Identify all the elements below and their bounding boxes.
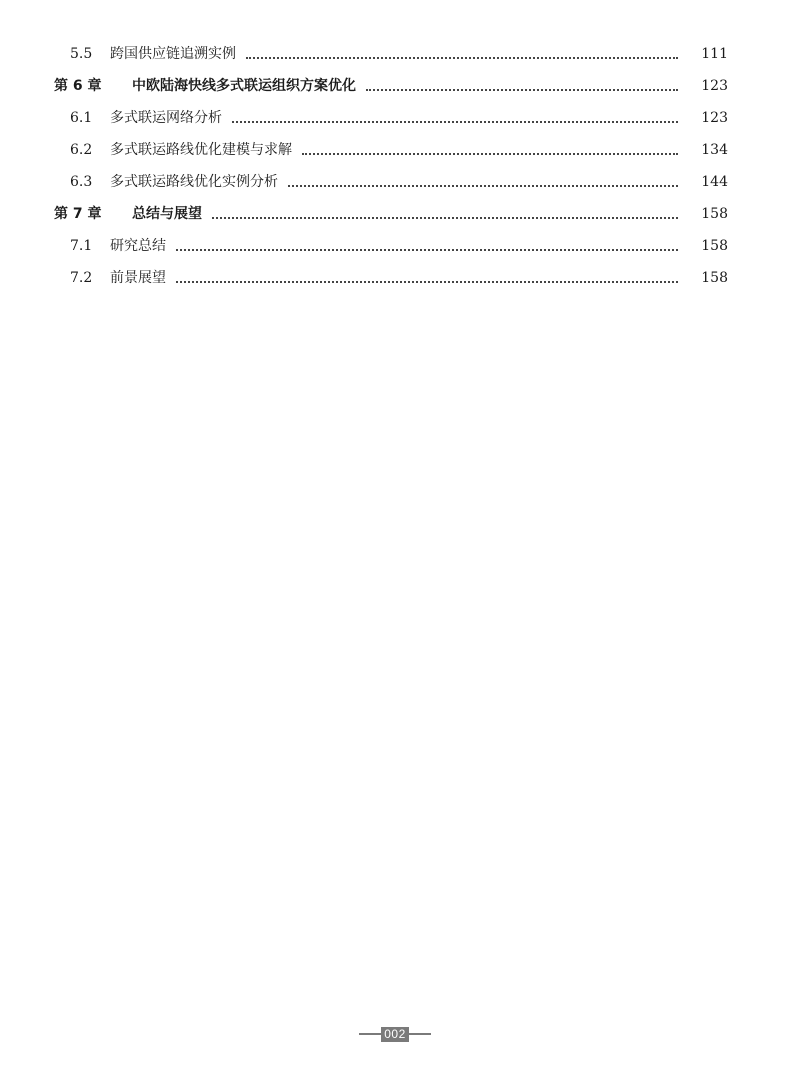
toc-entry-page: 144 <box>701 174 728 190</box>
toc-entry-number: 7.2 <box>70 270 93 286</box>
toc-entry-number: 6.2 <box>70 142 93 158</box>
table-of-contents <box>0 38 790 294</box>
toc-entry-7-2[interactable] <box>0 262 790 294</box>
toc-entry-page: 158 <box>701 238 728 254</box>
toc-entry-page: 111 <box>701 46 728 62</box>
toc-entry-number: 6.1 <box>70 110 93 126</box>
dot-leader <box>302 152 678 155</box>
toc-entry-title: 多式联运网络分析 <box>110 110 222 126</box>
footer-rule-right <box>409 1033 431 1035</box>
dot-leader <box>232 120 678 123</box>
toc-entry-title: 研究总结 <box>110 238 166 254</box>
toc-entry-number: 7.1 <box>70 238 93 254</box>
dot-leader <box>246 56 678 59</box>
toc-entry-5-5[interactable] <box>0 38 790 70</box>
toc-entry-page: 158 <box>701 270 728 286</box>
page-number: 002 <box>381 1027 409 1042</box>
toc-entry-chapter-6[interactable] <box>0 70 790 102</box>
dot-leader <box>288 184 678 187</box>
toc-entry-page: 134 <box>701 142 728 158</box>
toc-chapter-number: 第 6 章 <box>54 78 102 94</box>
dot-leader <box>212 216 678 219</box>
toc-entry-6-2[interactable] <box>0 134 790 166</box>
page-footer <box>0 1026 790 1042</box>
toc-entry-6-3[interactable] <box>0 166 790 198</box>
toc-chapter-title: 中欧陆海快线多式联运组织方案优化 <box>132 78 356 94</box>
toc-entry-title: 前景展望 <box>110 270 166 286</box>
footer-rule-left <box>359 1033 381 1035</box>
dot-leader <box>176 280 678 283</box>
toc-entry-title: 多式联运路线优化实例分析 <box>110 174 278 190</box>
toc-entry-7-1[interactable] <box>0 230 790 262</box>
toc-entry-6-1[interactable] <box>0 102 790 134</box>
toc-entry-page: 123 <box>701 110 728 126</box>
dot-leader <box>176 248 678 251</box>
toc-entry-title: 多式联运路线优化建模与求解 <box>110 142 292 158</box>
toc-entry-page: 123 <box>701 78 728 94</box>
toc-chapter-number: 第 7 章 <box>54 206 102 222</box>
toc-entry-page: 158 <box>701 206 728 222</box>
toc-entry-title: 跨国供应链追溯实例 <box>110 46 236 62</box>
toc-chapter-title: 总结与展望 <box>132 206 202 222</box>
toc-entry-number: 5.5 <box>70 46 93 62</box>
toc-entry-number: 6.3 <box>70 174 93 190</box>
toc-entry-chapter-7[interactable] <box>0 198 790 230</box>
dot-leader <box>366 88 678 91</box>
